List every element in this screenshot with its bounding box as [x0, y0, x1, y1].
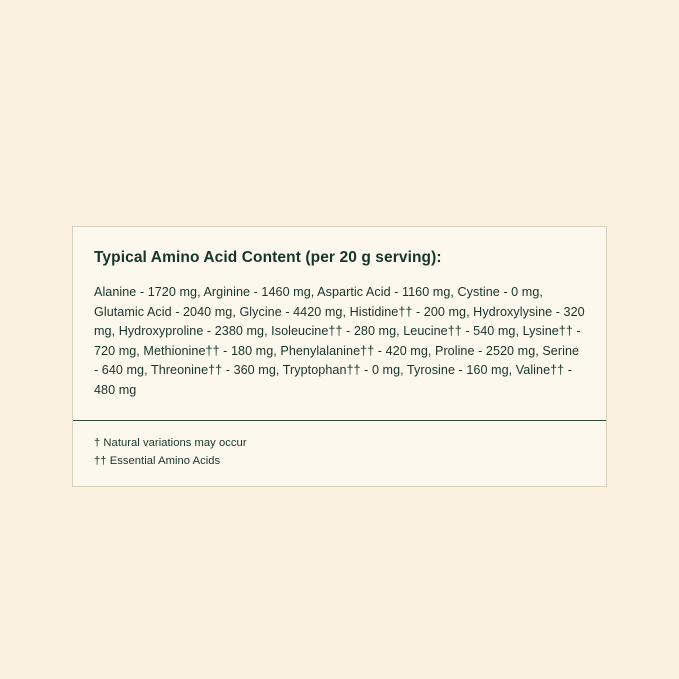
amino-acid-panel	[72, 226, 607, 487]
amino-acid-content: Alanine - 1720 mg, Arginine - 1460 mg, Aspartic Acid - 1160 mg, Cystine - 0 mg, Glutamic Acid - 2040 mg, Glycine - 4420 mg, Histidine†† - 200 mg, Hydroxylysine - 320 mg, Hydroxyproline - 2380 mg, Isoleucine†† - 280 mg, Leucine†† - 540 mg, Lysine†† - 720 mg, Methionine†† - 180 mg, Phenylalanine†† - 420 mg, Proline - 2520 mg, Serine - 640 mg, Threonine†† - 360 mg, Tryptophan†† - 0 mg, Tyrosine - 160 mg, Valine†† - 480 mg	[94, 285, 585, 397]
panel-footer	[73, 421, 606, 486]
panel-body	[73, 227, 606, 420]
footnote-essential-amino-acids: †† Essential Amino Acids	[94, 455, 221, 468]
panel-title: Typical Amino Acid Content (per 20 g serving):	[94, 249, 442, 266]
footnote-natural-variations: † Natural variations may occur	[94, 437, 247, 450]
